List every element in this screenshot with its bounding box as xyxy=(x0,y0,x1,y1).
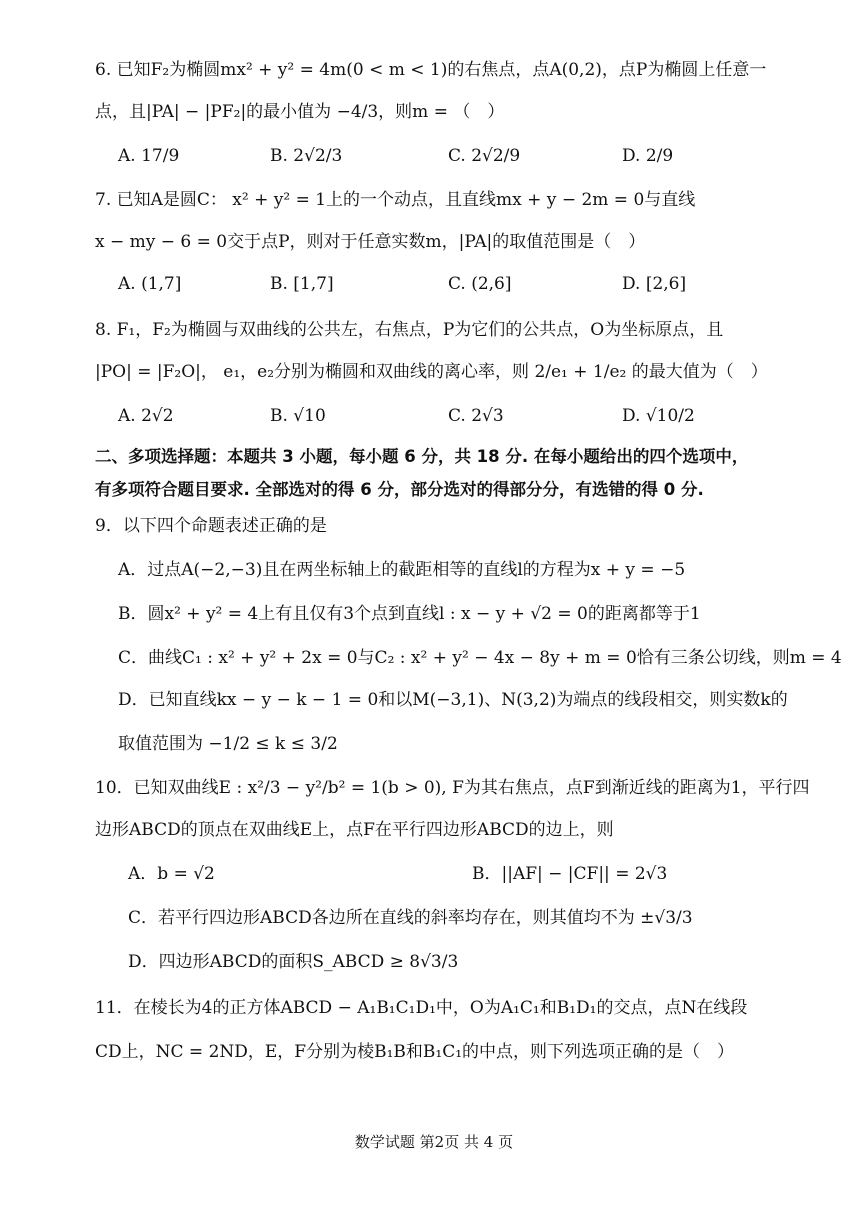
q9-option-c: C．曲线C₁ : x² + y² + 2x = 0与C₂ : x² + y² − 4x − 8y + m = 0恰有三条公切线，则m = 4 xyxy=(118,648,842,668)
q9-option-a: A．过点A(−2,−3)且在两坐标轴上的截距相等的直线l的方程为x + y = −5 xyxy=(118,560,686,580)
q10-option-a: A．b = √2 xyxy=(128,864,215,884)
q6-option-a: A. 17/9 xyxy=(118,146,180,166)
q10-option-c: C．若平行四边形ABCD各边所在直线的斜率均存在，则其值均不为 ±√3/3 xyxy=(128,908,693,928)
q6-option-c: C. 2√2/9 xyxy=(448,146,521,166)
q7-line1: 7. 已知A是圆C： x² + y² = 1上的一个动点，且直线mx + y − 2m = 0与直线 xyxy=(95,190,696,210)
section2-heading-line1: 二、多项选择题：本题共 3 小题，每小题 6 分，共 18 分. 在每小题给出的四个选项中， xyxy=(95,447,749,466)
q7-option-b: B. [1,7] xyxy=(270,274,334,294)
q9-stem: 9．以下四个命题表述正确的是 xyxy=(95,516,327,536)
q7-option-d: D. [2,6] xyxy=(622,274,687,294)
q9-option-d-line1: D．已知直线kx − y − k − 1 = 0和以M(−3,1)、N(3,2)为端点的线段相交，则实数k的 xyxy=(118,690,788,710)
q8-option-a: A. 2√2 xyxy=(118,406,174,426)
q7-line2: x − my − 6 = 0交于点P，则对于任意实数m，|PA|的取值范围是（ ） xyxy=(95,232,646,252)
q6-option-d: D. 2/9 xyxy=(622,146,674,166)
q9-option-b: B．圆x² + y² = 4上有且仅有3个点到直线l : x − y + √2 = 0的距离都等于1 xyxy=(118,604,701,624)
q8-line1: 8. F₁，F₂为椭圆与双曲线的公共左，右焦点，P为它们的公共点，O为坐标原点，且 xyxy=(95,320,724,340)
q8-option-c: C. 2√3 xyxy=(448,406,504,426)
q10-option-b: B．||AF| − |CF|| = 2√3 xyxy=(472,864,668,884)
q11-line1: 11．在棱长为4的正方体ABCD − A₁B₁C₁D₁中，O为A₁C₁和B₁D₁的交点，点N在线段 xyxy=(95,998,748,1018)
q6-line1: 6. 已知F₂为椭圆mx² + y² = 4m(0 < m < 1)的右焦点，点A(0,2)，点P为椭圆上任意一 xyxy=(95,60,767,80)
q11-line2: CD上，NC = 2ND，E，F分别为棱B₁B和B₁C₁的中点，则下列选项正确的是（ ） xyxy=(95,1042,735,1062)
q6-option-b: B. 2√2/3 xyxy=(270,146,343,166)
q10-line2: 边形ABCD的顶点在双曲线E上，点F在平行四边形ABCD的边上，则 xyxy=(95,820,614,840)
q10-line1: 10．已知双曲线E : x²/3 − y²/b² = 1(b > 0), F为其右焦点，点F到渐近线的距离为1，平行四 xyxy=(95,778,810,798)
q8-line2: |PO| = |F₂O|， e₁，e₂分别为椭圆和双曲线的离心率，则 2/e₁ + 1/e₂ 的最大值为（ ） xyxy=(95,362,768,382)
q8-option-b: B. √10 xyxy=(270,406,326,426)
page-footer: 数学试题 第2页 共 4 页 xyxy=(354,1133,514,1151)
q7-option-a: A. (1,7] xyxy=(118,274,182,294)
q7-option-c: C. (2,6] xyxy=(448,274,512,294)
section2-heading-line2: 有多项符合题目要求. 全部选对的得 6 分，部分选对的得部分分，有选错的得 0 分. xyxy=(95,480,704,499)
q8-option-d: D. √10/2 xyxy=(622,406,695,426)
q10-option-d: D．四边形ABCD的面积S_ABCD ≥ 8√3/3 xyxy=(128,952,459,972)
q9-option-d-line2: 取值范围为 −1/2 ≤ k ≤ 3/2 xyxy=(118,734,338,754)
q6-line2: 点，且|PA| − |PF₂|的最小值为 −4/3，则m = （ ） xyxy=(95,102,505,122)
